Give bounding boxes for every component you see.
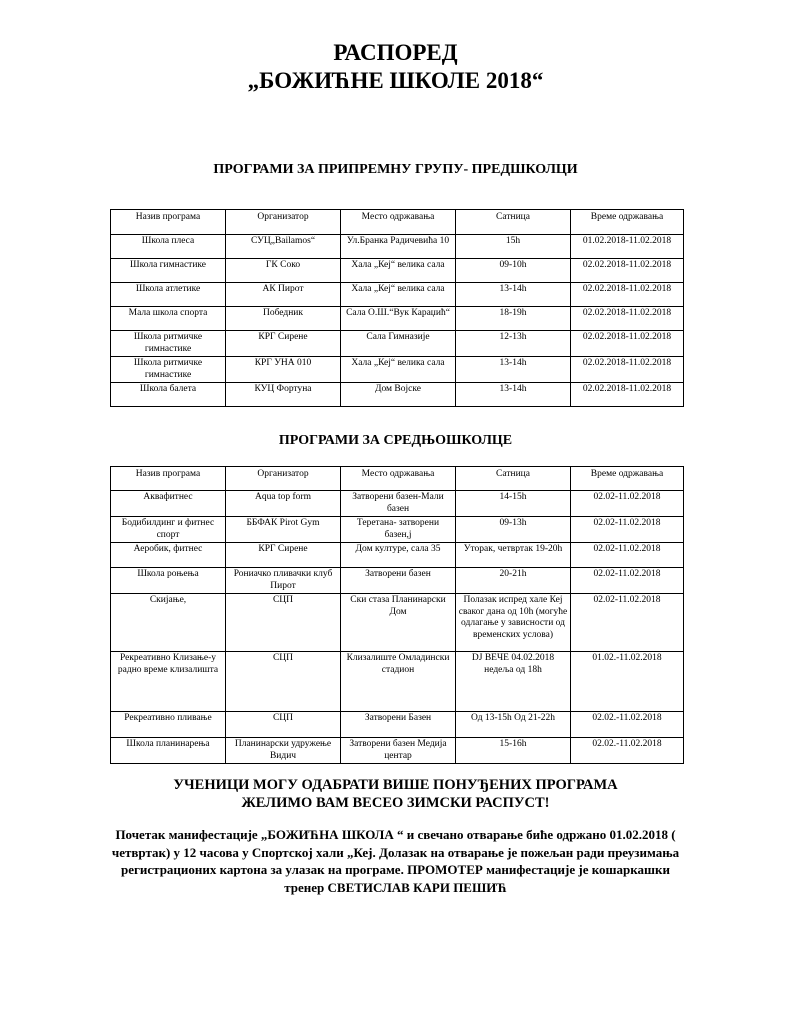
location-cell: Ски стаза Планинарски Дом — [341, 594, 456, 652]
column-header-hours: Сатница — [456, 467, 571, 491]
organizer-cell: СЦП — [226, 594, 341, 652]
organizer-cell: ГК Соко — [226, 259, 341, 283]
dates-cell: 02.02.2018-11.02.2018 — [571, 331, 684, 357]
table-row — [111, 738, 684, 764]
page-title: РАСПОРЕД — [333, 40, 458, 65]
organizer-cell: КРГ Сирене — [226, 543, 341, 568]
table-row — [111, 307, 684, 331]
column-header-dates: Време одржавања — [571, 467, 684, 491]
table-row — [111, 283, 684, 307]
location-cell: Затворени базен — [341, 568, 456, 594]
table-header-row — [111, 467, 684, 491]
column-header-dates: Време одржавања — [571, 210, 684, 235]
column-header-location: Место одржавања — [341, 210, 456, 235]
location-cell: Затворени Базен — [341, 712, 456, 738]
column-header-hours: Сатница — [456, 210, 571, 235]
organizer-cell: Планинарски удружење Видич — [226, 738, 341, 764]
column-header-organizer: Организатор — [226, 210, 341, 235]
dates-cell: 02.02-11.02.2018 — [571, 491, 684, 517]
organizer-cell: Рониачко пливачки клуб Пирот — [226, 568, 341, 594]
location-cell: Сала Гимназије — [341, 331, 456, 357]
location-cell: Клизалиште Омладински стадион — [341, 652, 456, 712]
organizer-cell: Aqua top form — [226, 491, 341, 517]
program-name-cell: Школа планинарења — [111, 738, 226, 764]
organizer-cell: СЦП — [226, 712, 341, 738]
table-row — [111, 259, 684, 283]
program-name-cell: Рекреативно пливање — [111, 712, 226, 738]
location-cell: Ул.Бранка Радичевића 10 — [341, 235, 456, 259]
column-header-location: Место одржавања — [341, 467, 456, 491]
table-row — [111, 235, 684, 259]
hours-cell: 12-13h — [456, 331, 571, 357]
column-header-program-name: Назив програма — [111, 467, 226, 491]
dates-cell: 02.02.2018-11.02.2018 — [571, 383, 684, 407]
program-name-cell: Школа плеса — [111, 235, 226, 259]
organizer-cell: Победник — [226, 307, 341, 331]
highschool-programs-table — [110, 466, 684, 764]
dates-cell: 02.02-11.02.2018 — [571, 594, 684, 652]
organizer-cell: АК Пирот — [226, 283, 341, 307]
program-name-cell: Мала школа спорта — [111, 307, 226, 331]
location-cell: Теретана- затворени базен,ј — [341, 517, 456, 543]
hours-cell: 15-16h — [456, 738, 571, 764]
table-row — [111, 491, 684, 517]
hours-cell: 14-15h — [456, 491, 571, 517]
program-name-cell: Рекреативно Клизање-у радно време клизалишта — [111, 652, 226, 712]
hours-cell: 13-14h — [456, 357, 571, 383]
hours-cell: 18-19h — [456, 307, 571, 331]
table-row — [111, 331, 684, 357]
location-cell: Затворени базен Медија центар — [341, 738, 456, 764]
program-name-cell: Бодибилдинг и фитнес спорт — [111, 517, 226, 543]
hours-cell: 09-10h — [456, 259, 571, 283]
program-name-cell: Школа ритмичке гимнастике — [111, 357, 226, 383]
table-row — [111, 712, 684, 738]
column-header-program-name: Назив програма — [111, 210, 226, 235]
table-row — [111, 568, 684, 594]
program-name-cell: Скијање, — [111, 594, 226, 652]
organizer-cell: КРГ УНА 010 — [226, 357, 341, 383]
location-cell: Дом Војске — [341, 383, 456, 407]
location-cell: Хала „Кеј“ велика сала — [341, 259, 456, 283]
dates-cell: 01.02.-11.02.2018 — [571, 652, 684, 712]
organizer-cell: КРГ Сирене — [226, 331, 341, 357]
program-name-cell: Школа гимнастике — [111, 259, 226, 283]
location-cell: Хала „Кеј“ велика сала — [341, 357, 456, 383]
dates-cell: 02.02-11.02.2018 — [571, 517, 684, 543]
hours-cell: 13-14h — [456, 383, 571, 407]
opening-announcement: Почетак манифестације „БОЖИЋНА ШКОЛА “ и свечано отварање биће одржано 01.02.2018 ( четвртак) у 12 часова у Спортској хали „Кеј. Долазак на отварање је пожељан ради преузимања регистрационих картона за улазак на програме. ПРОМОТЕР манифестације је кошаркашки тренер СВЕТИСЛАВ КАРИ ПЕШИЋ — [111, 827, 680, 895]
dates-cell: 02.02.2018-11.02.2018 — [571, 357, 684, 383]
table-row — [111, 594, 684, 652]
section1-heading: ПРОГРАМИ ЗА ПРИПРЕМНУ ГРУПУ- ПРЕДШКОЛЦИ — [213, 162, 578, 177]
program-name-cell: Школа ритмичке гимнастике — [111, 331, 226, 357]
dates-cell: 02.02-11.02.2018 — [571, 543, 684, 568]
section2-heading: ПРОГРАМИ ЗА СРЕДЊОШКОЛЦЕ — [278, 433, 513, 448]
organizer-cell: СЦП — [226, 652, 341, 712]
hours-cell: DJ ВЕЧЕ 04.02.2018 недеља од 18h — [456, 652, 571, 712]
location-cell: Сала О.Ш.“Вук Караџић“ — [341, 307, 456, 331]
column-header-organizer: Организатор — [226, 467, 341, 491]
dates-cell: 01.02.2018-11.02.2018 — [571, 235, 684, 259]
hours-cell: Полазак испред хале Кеј сваког дана од 10h (могуће одлагање у зависности од временских услова) — [456, 594, 571, 652]
hours-cell: 15h — [456, 235, 571, 259]
table-row — [111, 383, 684, 407]
preschool-programs-table — [110, 209, 684, 407]
dates-cell: 02.02.2018-11.02.2018 — [571, 283, 684, 307]
table-row — [111, 652, 684, 712]
table-header-row — [111, 210, 684, 235]
location-cell: Хала „Кеј“ велика сала — [341, 283, 456, 307]
hours-cell: Уторак, четвртак 19-20h — [456, 543, 571, 568]
organizer-cell: ББФАК Pirot Gym — [226, 517, 341, 543]
notice-line-1: УЧЕНИЦИ МОГУ ОДАБРАТИ ВИШЕ ПОНУЂЕНИХ ПРОГРАМА — [173, 777, 618, 793]
dates-cell: 02.02.2018-11.02.2018 — [571, 259, 684, 283]
location-cell: Дом културе, сала 35 — [341, 543, 456, 568]
page-subtitle: „БОЖИЋНЕ ШКОЛЕ 2018“ — [247, 68, 544, 93]
organizer-cell: КУЦ Фортуна — [226, 383, 341, 407]
table-row — [111, 357, 684, 383]
notice-line-2: ЖЕЛИМО ВАМ ВЕСЕО ЗИМСКИ РАСПУСТ! — [241, 795, 550, 811]
dates-cell: 02.02.2018-11.02.2018 — [571, 307, 684, 331]
hours-cell: 09-13h — [456, 517, 571, 543]
dates-cell: 02.02-11.02.2018 — [571, 568, 684, 594]
hours-cell: 13-14h — [456, 283, 571, 307]
program-name-cell: Аквафитнес — [111, 491, 226, 517]
program-name-cell: Школа атлетике — [111, 283, 226, 307]
hours-cell: Од 13-15h Од 21-22h — [456, 712, 571, 738]
dates-cell: 02.02.-11.02.2018 — [571, 712, 684, 738]
table-row — [111, 543, 684, 568]
location-cell: Затворени базен-Мали базен — [341, 491, 456, 517]
program-name-cell: Аеробик, фитнес — [111, 543, 226, 568]
table-row — [111, 517, 684, 543]
organizer-cell: СУЦ„Bailamos“ — [226, 235, 341, 259]
hours-cell: 20-21h — [456, 568, 571, 594]
dates-cell: 02.02.-11.02.2018 — [571, 738, 684, 764]
program-name-cell: Школа роњења — [111, 568, 226, 594]
program-name-cell: Школа балета — [111, 383, 226, 407]
